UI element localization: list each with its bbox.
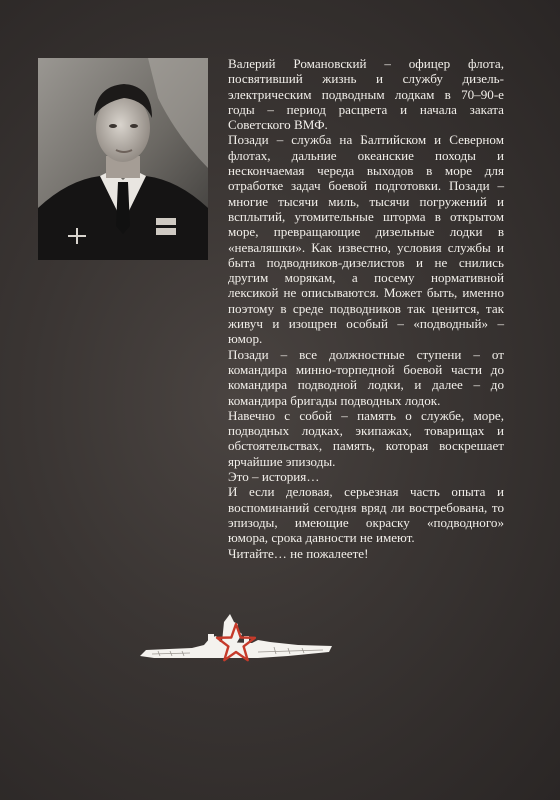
submarine-emblem: [138, 612, 334, 668]
officer-portrait-icon: [38, 58, 208, 260]
author-photo: [38, 58, 208, 260]
author-bio: [228, 56, 504, 561]
bio-paragraph-7: Читайте… не пожалеете!: [228, 545, 369, 561]
bio-paragraph-6: И если деловая, серьезная часть опыта и воспоминаний сегодня вряд ли востребована, то эпизоды, имеющие окраску «подводного» юмора, срока давности не имеют.: [228, 484, 504, 546]
bio-paragraph-3: Позади – все должностные ступени – от командира минно-торпедной боевой части до командира подводной лодки, и далее – до командира бригады подводных лодок.: [228, 346, 504, 408]
bio-paragraph-1: Валерий Романовский – офицер флота, посвятивший жизнь и службу дизель-электрическим подводным лодкам в 70–90-е годы – период расцвета и начала заката Советского ВМФ.: [228, 56, 504, 133]
bio-paragraph-4: Навечно с собой – память о службе, море, подводных лодках, экипажах, товарищах и обстоятельствах, память, которая воскрешает ярчайшие эпизоды.: [228, 407, 504, 469]
submarine-star-icon: [138, 612, 334, 668]
bio-paragraph-2: Позади – служба на Балтийском и Северном флотах, дальние океанские походы и нескончаемая череда выходов в море для отработке задач боевой подготовки. Позади – многие тысячи миль, тысячи погружений и всплытий, утомительные шторма в открытом море, превращающие дизельные лодки в «неваляшки». Как известно, условия службы и быта подводников-дизелистов и не снились другим морякам, а посему нормативной лексикой не описываются. Может быть, именно поэтому в среде подводников так ценится, так живуч и изощрен особый – «подводный» – юмор.: [228, 132, 504, 347]
bio-paragraph-5: Это – история…: [228, 469, 320, 485]
